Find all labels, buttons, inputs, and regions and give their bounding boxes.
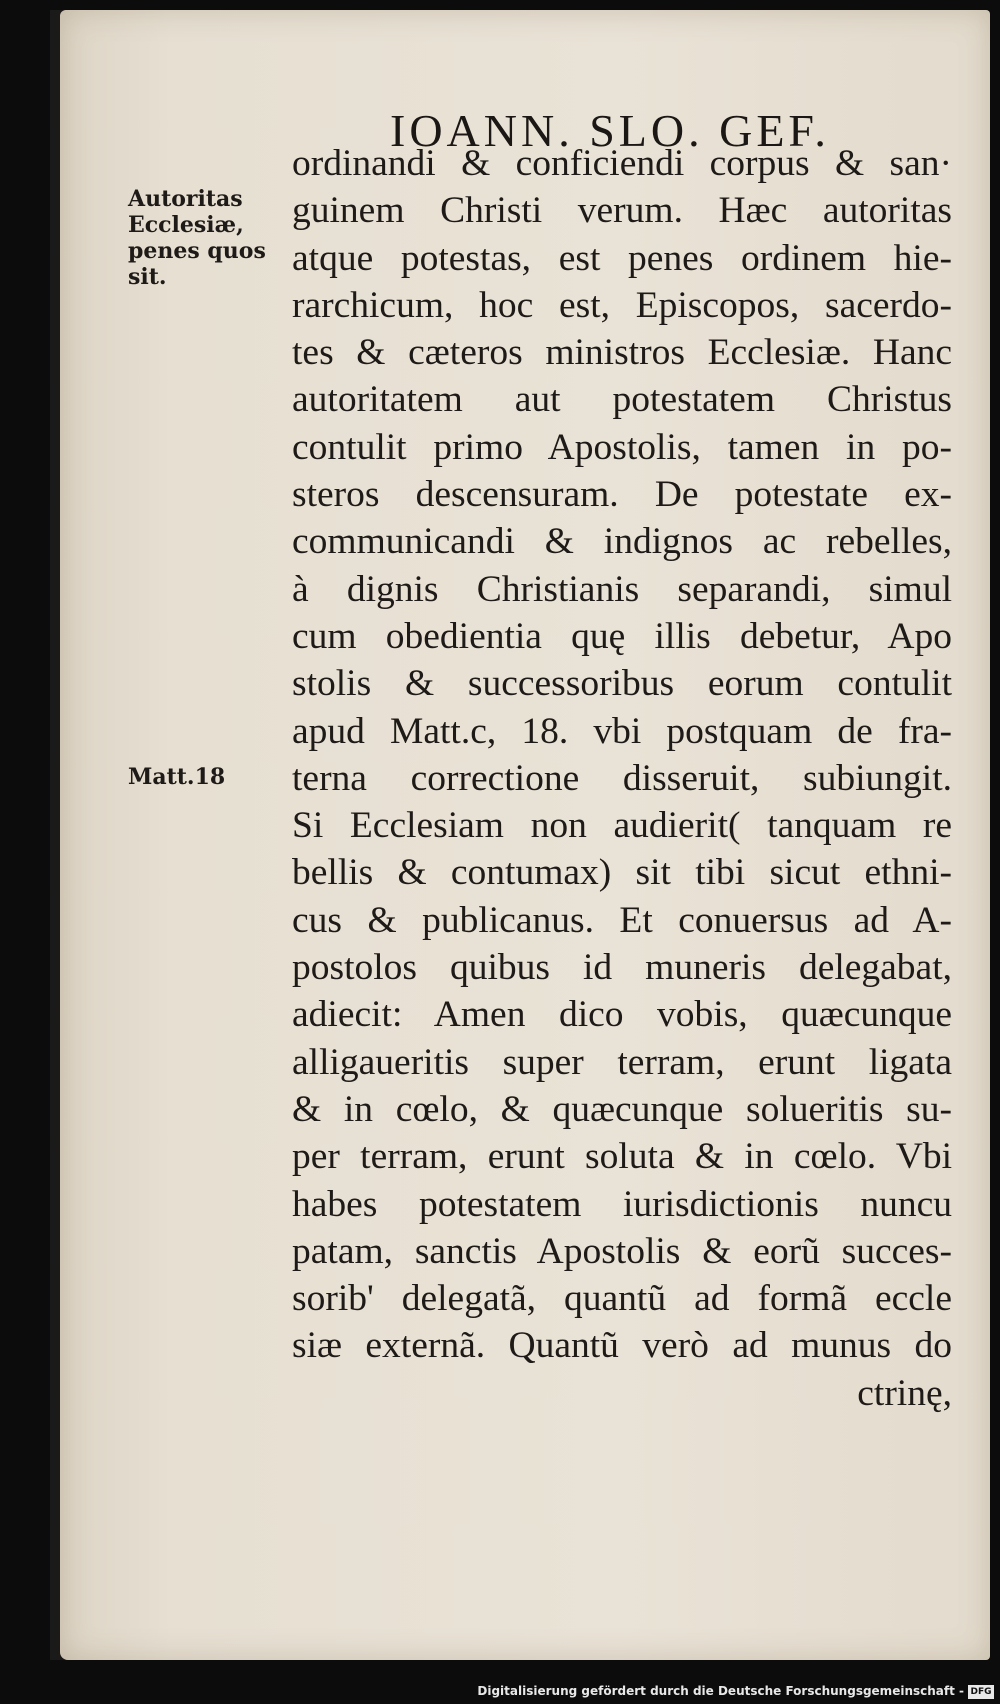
margin-note: [128, 186, 278, 290]
text-line: adiecit: Amen dico vobis, quæcunque: [292, 994, 952, 1036]
text-line: per terram, erunt soluta & in cœlo. Vbi: [292, 1136, 952, 1178]
text-line: stolis & successoribus eorum contulit: [292, 663, 952, 705]
margin-reference: Matt.18: [128, 764, 226, 790]
margin-note-line: Autoritas: [128, 186, 243, 212]
text-line: siæ externã. Quantũ verò ad munus do: [292, 1325, 952, 1367]
text-line: Si Ecclesiam non audierit( tanquam re: [292, 805, 952, 847]
margin-note-line: sit.: [128, 264, 167, 290]
text-line: sorib' delegatã, quantũ ad formã eccle: [292, 1278, 952, 1320]
text-line: rarchicum, hoc est, Episcopos, sacerdo-: [292, 284, 952, 326]
text-line: ordinandi & conficiendi corpus & san·: [292, 143, 952, 184]
text-line: terna correctione disseruit, subiungit.: [292, 757, 952, 799]
text-line: bellis & contumax) sit tibi sicut ethni-: [292, 852, 952, 894]
text-line: contulit primo Apostolis, tamen in po-: [292, 426, 952, 468]
margin-note-line: penes quos: [128, 238, 266, 264]
text-line: atque potestas, est penes ordinem hie-: [292, 237, 952, 279]
margin-note-line: Ecclesiæ,: [128, 212, 244, 238]
text-line: à dignis Christianis separandi, simul: [292, 568, 952, 610]
body-text: [292, 140, 952, 1417]
text-line: alligaueritis super terram, erunt ligata: [292, 1041, 952, 1083]
digitization-credit: Digitalisierung gefördert durch die Deutsche Forschungsgemeinschaft -: [477, 1684, 964, 1698]
catchword: ctrinę,: [857, 1372, 952, 1414]
text-line: & in cœlo, & quæcunque solueritis su-: [292, 1088, 952, 1130]
text-line: steros descensuram. De potestate ex-: [292, 474, 952, 516]
text-line: cus & publicanus. Et conuersus ad A-: [292, 899, 952, 941]
text-line: postolos quibus id muneris delegabat,: [292, 947, 952, 989]
text-line: habes potestatem iurisdictionis nuncu: [292, 1183, 952, 1225]
dfg-logo: DFG: [968, 1685, 994, 1699]
running-head: IOANN. SLO. GEF.: [390, 105, 830, 156]
text-line: autoritatem aut potestatem Christus: [292, 379, 952, 421]
text-line: tes & cæteros ministros Ecclesiæ. Hanc: [292, 332, 952, 374]
text-line: patam, sanctis Apostolis & eorũ succes-: [292, 1230, 952, 1272]
text-line: apud Matt.c, 18. vbi postquam de fra-: [292, 710, 952, 752]
text-line: cum obedientia quę illis debetur, Apo: [292, 615, 952, 657]
text-line: guinem Christi verum. Hæc autoritas: [292, 190, 952, 232]
text-line: communicandi & indignos ac rebelles,: [292, 521, 952, 563]
